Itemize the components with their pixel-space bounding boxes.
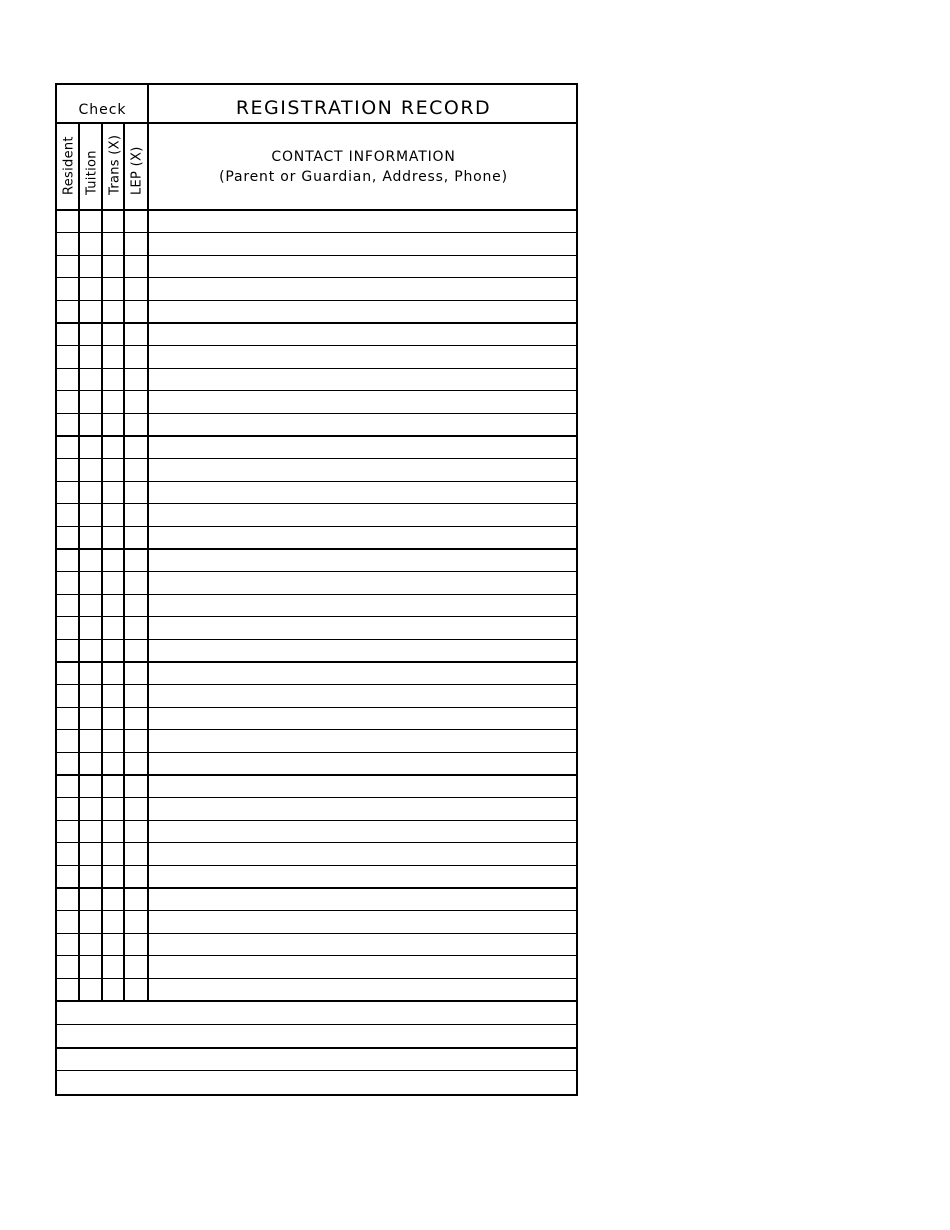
resident-checkbox[interactable]: [58, 979, 79, 1000]
resident-checkbox[interactable]: [58, 573, 79, 594]
trans-checkbox[interactable]: [103, 234, 124, 255]
lep-checkbox[interactable]: [125, 776, 146, 797]
contact-info-line[interactable]: [150, 866, 577, 887]
trans-checkbox[interactable]: [103, 979, 124, 1000]
resident-checkbox[interactable]: [58, 640, 79, 661]
resident-checkbox[interactable]: [58, 414, 79, 435]
trans-checkbox[interactable]: [103, 347, 124, 368]
trans-checkbox[interactable]: [103, 776, 124, 797]
resident-checkbox[interactable]: [58, 866, 79, 887]
resident-checkbox[interactable]: [58, 369, 79, 390]
lep-checkbox[interactable]: [125, 392, 146, 413]
contact-info-line[interactable]: [150, 256, 577, 277]
tuition-checkbox[interactable]: [80, 595, 101, 616]
trans-checkbox[interactable]: [103, 686, 124, 707]
resident-checkbox[interactable]: [58, 776, 79, 797]
trans-checkbox[interactable]: [103, 618, 124, 639]
trans-checkbox[interactable]: [103, 640, 124, 661]
lep-checkbox[interactable]: [125, 482, 146, 503]
resident-checkbox[interactable]: [58, 934, 79, 955]
resident-checkbox[interactable]: [58, 460, 79, 481]
tuition-checkbox[interactable]: [80, 347, 101, 368]
tuition-checkbox[interactable]: [80, 234, 101, 255]
lep-checkbox[interactable]: [125, 979, 146, 1000]
lep-checkbox[interactable]: [125, 708, 146, 729]
resident-checkbox[interactable]: [58, 753, 79, 774]
resident-checkbox[interactable]: [58, 595, 79, 616]
tuition-checkbox[interactable]: [80, 460, 101, 481]
tuition-checkbox[interactable]: [80, 414, 101, 435]
resident-checkbox[interactable]: [58, 957, 79, 978]
trans-checkbox[interactable]: [103, 279, 124, 300]
tuition-checkbox[interactable]: [80, 279, 101, 300]
contact-info-line[interactable]: [150, 686, 577, 707]
form-title: REGISTRATION RECORD: [235, 97, 492, 119]
tuition-checkbox[interactable]: [80, 686, 101, 707]
lep-checkbox[interactable]: [125, 934, 146, 955]
contact-info-line[interactable]: [150, 211, 577, 232]
contact-header-subtitle: (Parent or Guardian, Address, Phone): [219, 169, 508, 185]
resident-checkbox[interactable]: [58, 301, 79, 322]
tuition-checkbox[interactable]: [80, 640, 101, 661]
lep-checkbox[interactable]: [125, 573, 146, 594]
tuition-checkbox[interactable]: [80, 708, 101, 729]
tuition-checkbox[interactable]: [80, 301, 101, 322]
contact-info-line[interactable]: [150, 550, 577, 571]
lep-checkbox[interactable]: [125, 460, 146, 481]
tuition-checkbox[interactable]: [80, 821, 101, 842]
contact-info-line[interactable]: [150, 460, 577, 481]
contact-info-line[interactable]: [150, 799, 577, 820]
trans-checkbox[interactable]: [103, 844, 124, 865]
tuition-checkbox[interactable]: [80, 550, 101, 571]
contact-info-line[interactable]: [150, 912, 577, 933]
contact-info-line[interactable]: [150, 301, 577, 322]
lep-checkbox[interactable]: [125, 505, 146, 526]
trans-checkbox[interactable]: [103, 211, 124, 232]
tuition-checkbox[interactable]: [80, 369, 101, 390]
contact-info-line[interactable]: [150, 392, 577, 413]
registration-record-form: [55, 83, 578, 1096]
tuition-checkbox[interactable]: [80, 482, 101, 503]
contact-header-title: CONTACT INFORMATION: [271, 149, 456, 165]
trans-checkbox[interactable]: [103, 573, 124, 594]
contact-info-line[interactable]: [150, 776, 577, 797]
trans-checkbox[interactable]: [103, 753, 124, 774]
contact-info-line[interactable]: [150, 934, 577, 955]
trans-checkbox[interactable]: [103, 527, 124, 548]
tuition-checkbox[interactable]: [80, 663, 101, 684]
lep-checkbox[interactable]: [125, 550, 146, 571]
tuition-checkbox[interactable]: [80, 392, 101, 413]
contact-info-line[interactable]: [150, 618, 577, 639]
lep-checkbox[interactable]: [125, 595, 146, 616]
lep-checkbox[interactable]: [125, 279, 146, 300]
lep-checkbox[interactable]: [125, 957, 146, 978]
contact-information-header: [149, 147, 578, 187]
tuition-checkbox[interactable]: [80, 844, 101, 865]
trans-checkbox[interactable]: [103, 414, 124, 435]
contact-info-line[interactable]: [150, 957, 577, 978]
lep-checkbox[interactable]: [125, 731, 146, 752]
trans-checkbox[interactable]: [103, 595, 124, 616]
trans-checkbox[interactable]: [103, 912, 124, 933]
resident-checkbox[interactable]: [58, 618, 79, 639]
check-header: Check: [78, 102, 127, 118]
lep-checkbox[interactable]: [125, 437, 146, 458]
footer-note-line[interactable]: [58, 1049, 577, 1070]
contact-info-line[interactable]: [150, 437, 577, 458]
lep-checkbox[interactable]: [125, 256, 146, 277]
lep-checkbox[interactable]: [125, 686, 146, 707]
tuition-checkbox[interactable]: [80, 957, 101, 978]
header-divider: [57, 122, 576, 124]
tuition-checkbox[interactable]: [80, 866, 101, 887]
contact-info-line[interactable]: [150, 979, 577, 1000]
lep-checkbox[interactable]: [125, 618, 146, 639]
lep-checkbox[interactable]: [125, 211, 146, 232]
lep-checkbox[interactable]: [125, 663, 146, 684]
contact-info-line[interactable]: [150, 324, 577, 345]
contact-info-line[interactable]: [150, 527, 577, 548]
tuition-checkbox[interactable]: [80, 256, 101, 277]
resident-checkbox[interactable]: [58, 821, 79, 842]
lep-checkbox[interactable]: [125, 347, 146, 368]
resident-checkbox[interactable]: [58, 347, 79, 368]
column-header-trans: Trans (X): [107, 134, 122, 195]
tuition-checkbox[interactable]: [80, 753, 101, 774]
resident-checkbox[interactable]: [58, 279, 79, 300]
contact-column-divider: [147, 85, 149, 1001]
contact-info-line[interactable]: [150, 889, 577, 910]
trans-checkbox[interactable]: [103, 799, 124, 820]
resident-checkbox[interactable]: [58, 527, 79, 548]
resident-checkbox[interactable]: [58, 392, 79, 413]
contact-info-line[interactable]: [150, 279, 577, 300]
trans-checkbox[interactable]: [103, 437, 124, 458]
trans-checkbox[interactable]: [103, 482, 124, 503]
lep-checkbox[interactable]: [125, 301, 146, 322]
trans-checkbox[interactable]: [103, 505, 124, 526]
contact-info-line[interactable]: [150, 753, 577, 774]
lep-checkbox[interactable]: [125, 821, 146, 842]
contact-info-line[interactable]: [150, 505, 577, 526]
trans-checkbox[interactable]: [103, 731, 124, 752]
lep-checkbox[interactable]: [125, 799, 146, 820]
contact-info-line[interactable]: [150, 414, 577, 435]
trans-checkbox[interactable]: [103, 934, 124, 955]
contact-info-line[interactable]: [150, 708, 577, 729]
resident-checkbox[interactable]: [58, 437, 79, 458]
resident-checkbox[interactable]: [58, 550, 79, 571]
resident-checkbox[interactable]: [58, 234, 79, 255]
lep-checkbox[interactable]: [125, 912, 146, 933]
tuition-checkbox[interactable]: [80, 889, 101, 910]
column-header-lep: LEP (X): [129, 146, 144, 195]
contact-info-line[interactable]: [150, 821, 577, 842]
resident-checkbox[interactable]: [58, 844, 79, 865]
resident-checkbox[interactable]: [58, 505, 79, 526]
contact-info-line[interactable]: [150, 369, 577, 390]
trans-checkbox[interactable]: [103, 550, 124, 571]
contact-info-line[interactable]: [150, 663, 577, 684]
trans-checkbox[interactable]: [103, 256, 124, 277]
lep-checkbox[interactable]: [125, 414, 146, 435]
lep-checkbox[interactable]: [125, 889, 146, 910]
trans-checkbox[interactable]: [103, 708, 124, 729]
trans-checkbox[interactable]: [103, 369, 124, 390]
tuition-checkbox[interactable]: [80, 618, 101, 639]
tuition-checkbox[interactable]: [80, 505, 101, 526]
tuition-checkbox[interactable]: [80, 527, 101, 548]
column-header-resident: Resident: [61, 136, 76, 195]
contact-info-line[interactable]: [150, 234, 577, 255]
lep-checkbox[interactable]: [125, 844, 146, 865]
contact-info-line[interactable]: [150, 347, 577, 368]
tuition-checkbox[interactable]: [80, 934, 101, 955]
lep-checkbox[interactable]: [125, 369, 146, 390]
trans-checkbox[interactable]: [103, 460, 124, 481]
resident-checkbox[interactable]: [58, 799, 79, 820]
lep-checkbox[interactable]: [125, 234, 146, 255]
tuition-checkbox[interactable]: [80, 912, 101, 933]
trans-checkbox[interactable]: [103, 866, 124, 887]
resident-checkbox[interactable]: [58, 324, 79, 345]
tuition-checkbox[interactable]: [80, 211, 101, 232]
trans-checkbox[interactable]: [103, 821, 124, 842]
column-header-tuition: Tuition: [84, 150, 99, 195]
contact-info-line[interactable]: [150, 731, 577, 752]
footer-note-line[interactable]: [58, 1025, 577, 1046]
resident-checkbox[interactable]: [58, 686, 79, 707]
tuition-checkbox[interactable]: [80, 437, 101, 458]
resident-checkbox[interactable]: [58, 731, 79, 752]
contact-info-line[interactable]: [150, 640, 577, 661]
lep-checkbox[interactable]: [125, 324, 146, 345]
trans-checkbox[interactable]: [103, 301, 124, 322]
lep-checkbox[interactable]: [125, 866, 146, 887]
resident-checkbox[interactable]: [58, 708, 79, 729]
trans-checkbox[interactable]: [103, 663, 124, 684]
lep-checkbox[interactable]: [125, 527, 146, 548]
tuition-checkbox[interactable]: [80, 573, 101, 594]
tuition-checkbox[interactable]: [80, 799, 101, 820]
contact-info-line[interactable]: [150, 573, 577, 594]
trans-checkbox[interactable]: [103, 957, 124, 978]
tuition-checkbox[interactable]: [80, 731, 101, 752]
contact-info-line[interactable]: [150, 482, 577, 503]
contact-info-line[interactable]: [150, 844, 577, 865]
resident-checkbox[interactable]: [58, 256, 79, 277]
tuition-checkbox[interactable]: [80, 776, 101, 797]
resident-checkbox[interactable]: [58, 663, 79, 684]
resident-checkbox[interactable]: [58, 912, 79, 933]
lep-checkbox[interactable]: [125, 640, 146, 661]
footer-note-line[interactable]: [58, 1002, 577, 1023]
tuition-checkbox[interactable]: [80, 979, 101, 1000]
trans-checkbox[interactable]: [103, 392, 124, 413]
resident-checkbox[interactable]: [58, 482, 79, 503]
contact-info-line[interactable]: [150, 595, 577, 616]
resident-checkbox[interactable]: [58, 889, 79, 910]
tuition-checkbox[interactable]: [80, 324, 101, 345]
resident-checkbox[interactable]: [58, 211, 79, 232]
trans-checkbox[interactable]: [103, 889, 124, 910]
footer-note-line[interactable]: [58, 1072, 577, 1093]
lep-checkbox[interactable]: [125, 753, 146, 774]
trans-checkbox[interactable]: [103, 324, 124, 345]
